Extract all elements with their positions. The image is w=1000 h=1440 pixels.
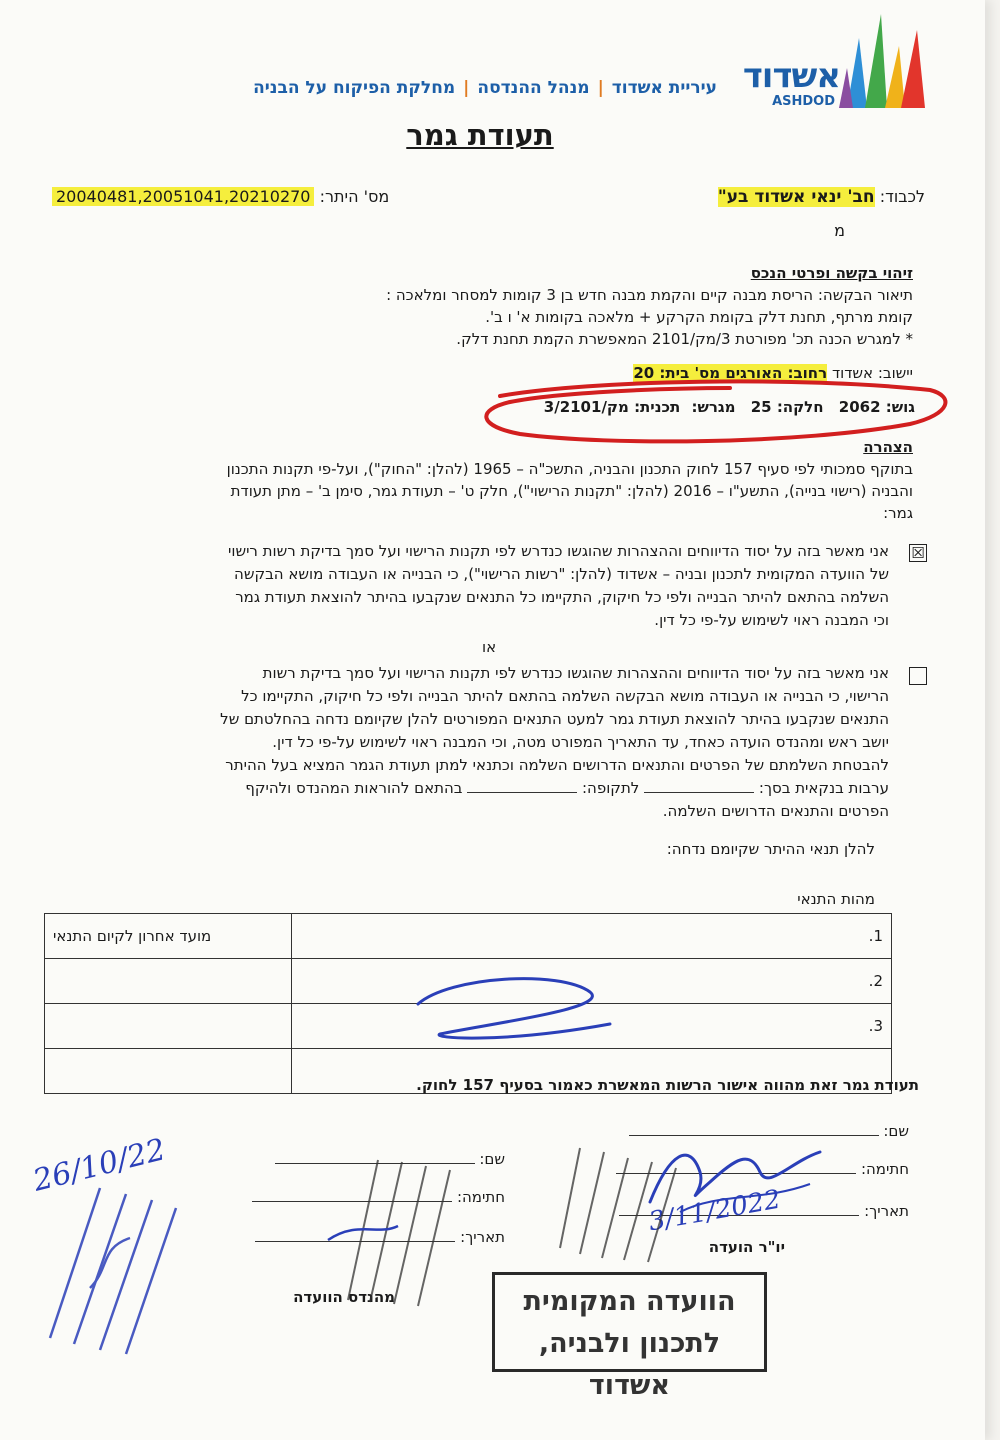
permit-numbers: 20040481,20051041,20210270 — [52, 187, 314, 206]
chair-rubber-stamp-icon — [540, 1128, 720, 1278]
declaration-p1-line1: בתוקף סמכותי לפי סעיף 157 לחוק התכנון והבניה, התשכ"ה – 1965 (להלן: "החוק"), ועל-פי תקנות התכנון — [226, 460, 913, 478]
recipient-name-line2: מ — [834, 221, 845, 240]
committee-stamp: הוועדה המקומית לתכנון ולבניה, אשדוד — [492, 1272, 767, 1372]
logo-text-hebrew: אשדוד — [742, 56, 840, 96]
street-address: רחוב: האורגים מס' בית: 20 — [633, 364, 828, 382]
property-section — [53, 262, 913, 350]
request-desc-line2: קומת מרתף, תחנת דלק בקומת הקרקע + מלאכה בקומות א' ו ב'. — [485, 308, 913, 326]
header-org: עיריית אשדוד — [611, 78, 717, 98]
header-line: עיריית אשדוד|מנהל ההנדסה|מחלקת הפיקוח על הבניה — [253, 78, 717, 98]
declaration-p1-line2: והבניה (רישוי בנייה), התשע"ו – 2016 (להלן: "תקנות הרישוי"), חלק ט' – תעודת גמר, סימן ב' – מתן תעודת — [230, 482, 913, 500]
engineer-signature-row: חתימה: — [252, 1186, 505, 1208]
settlement-value: אשדוד — [831, 364, 874, 382]
engineer-rubber-stamp-icon — [318, 1140, 488, 1310]
declaration-p1-line3: גמר: — [883, 504, 913, 522]
helka-value: 25 — [750, 398, 772, 416]
option1-text: אני מאשר בזה על יסוד הדיווחים וההצהרות שהוגשו כנדרש לפי תקנות הרישוי ועל סמך בדיקת רשות רישוי של הוועדה המקומית לתכנון ובניה – אשדוד (להלן: "רשות הרישוי"), כי הבנייה או העבודה מושא הבקשה השלמה בהתאם להיתר הבנייה ולפי כל חיקוק, התקיימו כל התנאים שנקבעו בהיתר להוצאת תעודת גמר וכי המבנה ראוי לשימוש על-פי כל דין. — [228, 542, 889, 629]
header-dept-engineering: מנהל ההנדסה — [477, 78, 590, 98]
permit-line — [52, 186, 389, 208]
condition-1: 1. — [291, 914, 891, 959]
conditions-col-nature: מהות התנאי — [797, 890, 875, 908]
gush-helka-line: גוש: 2062 חלקה: 25 מגרש: תכנית: 3/מק/2101 — [543, 398, 915, 416]
condition-2: 2. — [291, 959, 891, 1004]
engineer-date-row: תאריך: — [255, 1226, 505, 1248]
conditions-intro: להלן תנאי ההיתר שקיומם נדחה: — [666, 840, 875, 858]
property-heading: זיהוי בקשה ופרטי הנכס — [750, 264, 913, 282]
chair-signature-row: חתימה: — [616, 1158, 909, 1180]
chair-name-row: שם: — [629, 1120, 909, 1142]
recipient-label: לכבוד: — [879, 187, 925, 206]
header-dept-inspection: מחלקת הפיקוח על הבניה — [253, 78, 456, 98]
recipient-name: חב' ינאי אשדוד בע" — [717, 187, 875, 207]
engineer-title: מהנדס הוועדה — [293, 1288, 395, 1306]
condition-3: 3. — [291, 1004, 891, 1049]
inspector-stamp-icon — [30, 1168, 200, 1358]
declaration-section — [23, 436, 913, 524]
footer-statement: תעודת גמר זאת מהווה אישור הרשות המאשרת כאמור בסעיף 157 לחוק. — [416, 1076, 919, 1094]
or-separator: או — [482, 638, 497, 656]
option1-checkbox[interactable]: ☒ — [909, 544, 927, 562]
table-scribble-icon — [410, 964, 620, 1054]
plan-value: 3/מק/2101 — [543, 398, 629, 416]
conditions-col-deadline: מועד אחרון לקיום התנאי — [45, 914, 292, 959]
ashdod-logo-icon — [837, 8, 927, 112]
document-title: תעודת גמר — [406, 118, 554, 152]
request-desc-line3: * למגרש הכנה תכ' מפורטת 3/מק/2101 המאפשרת הקמת תחנת דלק. — [456, 330, 913, 348]
logo-text-english: ASHDOD — [772, 94, 835, 109]
recipient-line — [718, 186, 925, 208]
guarantee-amount-field[interactable] — [644, 792, 754, 793]
settlement-label: יישוב: — [877, 364, 913, 382]
chair-date-row: תאריך: — [619, 1200, 909, 1222]
request-desc-line1: הריסת מבנה קיים והקמת מבנה חדש בן 3 קומות למסחר ומלאכה : — [386, 286, 814, 304]
gush-value: 2062 — [838, 398, 881, 416]
guarantee-period-field[interactable] — [467, 792, 577, 793]
handwritten-date-right: 3/11/2022 — [646, 1184, 783, 1238]
option2-checkbox[interactable] — [909, 667, 927, 685]
request-desc-label: תיאור הבקשה: — [817, 286, 913, 304]
handwritten-date-left: 26/10/22 — [29, 1132, 169, 1199]
option2-text: אני מאשר בזה על יסוד הדיווחים וההצהרות שהוגשו כנדרש לפי תקנות הרישוי ועל סמך בדיקת רשות הרישוי, כי הבנייה או העבודה מושא הבקשה השלמה בהתאם להיתר הבנייה ולפי כל חיקוק, התקיימו כל התנאים שנקבעו בהיתר להוצאת תעודת גמר למעט התנאים המפורטים להלן שקיומם נדחה בהחלטתם של יושב ראש ומהנדס הועדה כאחד, עד התאריך המפורט מטה, וכי המבנה ראוי לשימוש על-פי כל דין. להבטחת השלמתם של הפרטים והתנאים הדרושים השלמה וכתנאי למתן תעודת הגמר המציא בעל ההיתר ערבות בנקאית בסך: לתקופה: בהתאם להוראות המהנדס ולהיקף הפרטים והתנאים הדרושים השלמה. — [220, 664, 889, 820]
permit-label: מס' היתר: — [319, 187, 390, 206]
engineer-name-row: שם: — [275, 1148, 505, 1170]
declaration-heading: הצהרה — [863, 438, 913, 456]
chair-title: יו"ר הועדה — [708, 1238, 785, 1256]
table-row — [45, 914, 892, 959]
